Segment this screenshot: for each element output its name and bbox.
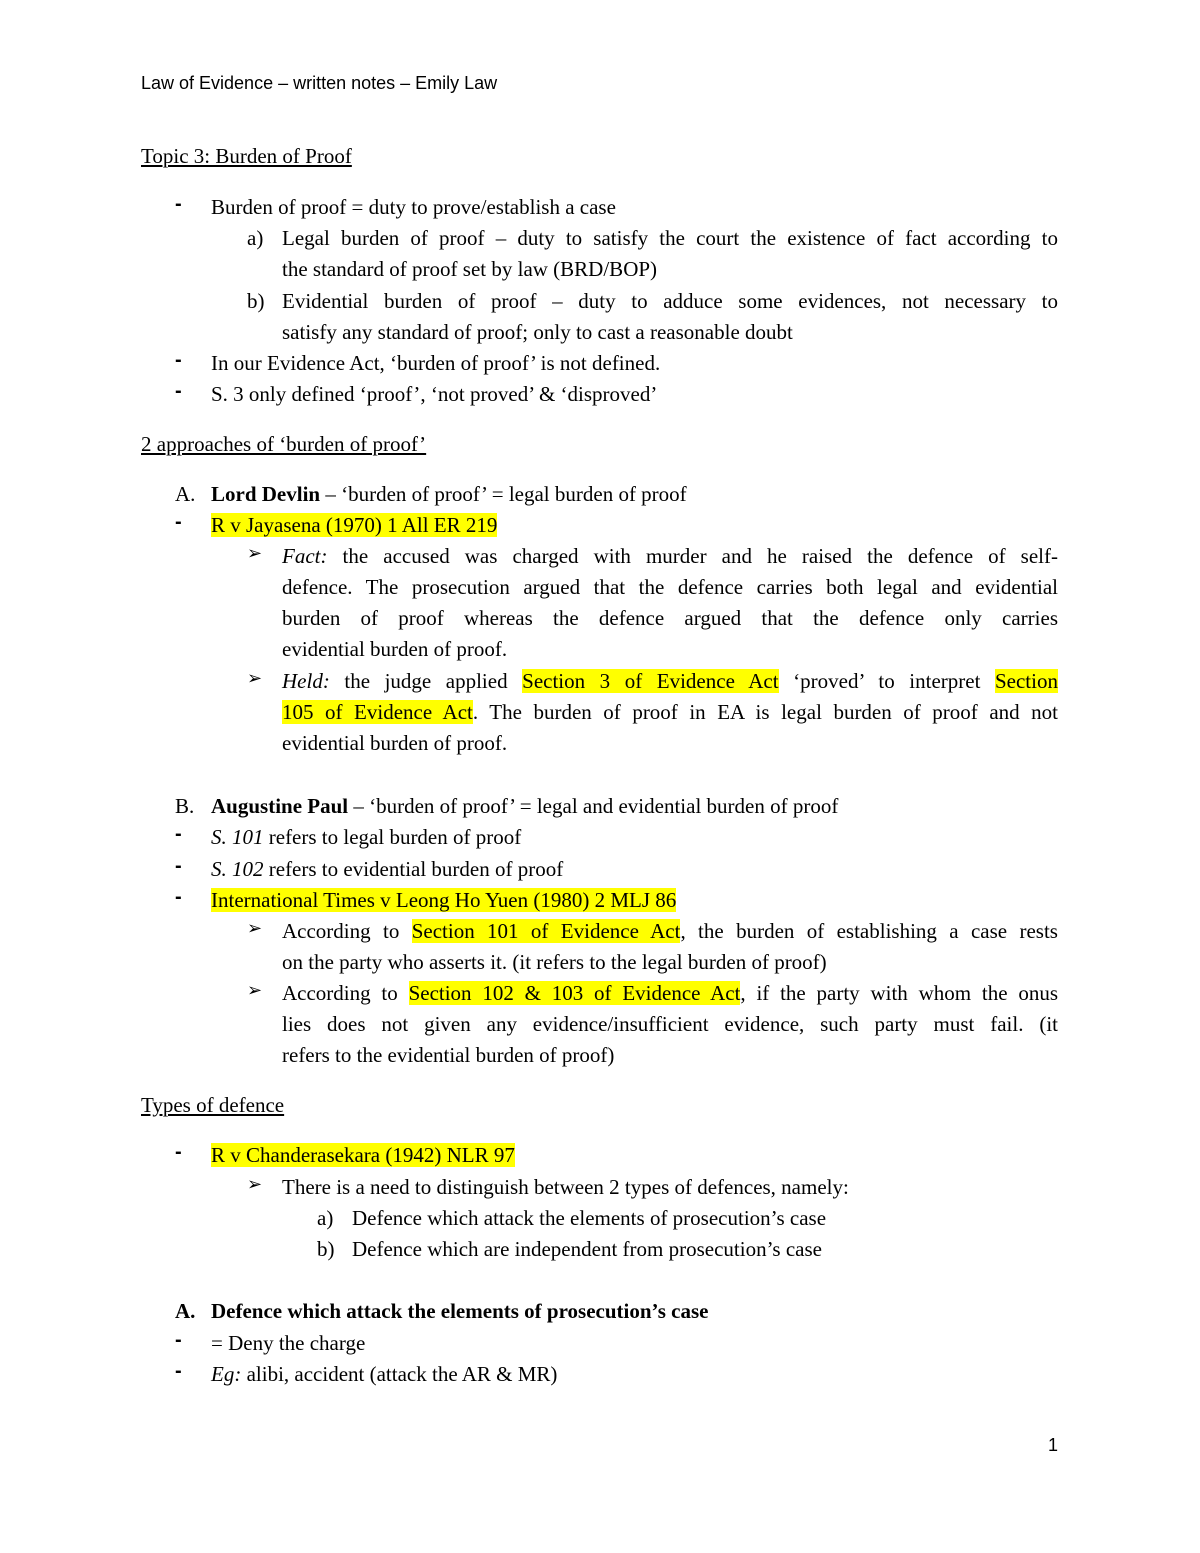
section-a-title-text: Defence which attack the elements of prosecution’s case [211,1299,709,1323]
approach-a-label: A. [175,482,196,506]
fact-line-2: defence. The prosecution argued that the defence carries both legal and evidential [282,575,1058,599]
case-highlight: International Times v Leong Ho Yuen (1980) 2 MLJ 86 [211,888,677,912]
example-label: Eg: [211,1362,242,1386]
page-number: 1 [1048,1435,1059,1455]
list-label: b) [247,289,265,313]
arrowhead-bullet-icon: ➢ [247,1174,263,1194]
held-line-1 [282,668,1058,694]
approach-a-name: Lord Devlin [211,482,321,506]
dash-bullet-icon: - [175,511,182,533]
dash-bullet-icon: - [175,349,182,371]
arrowhead-bullet-icon: ➢ [247,918,263,938]
held-text: ‘proved’ to interpret [778,669,995,693]
section-a-title [211,1298,708,1324]
fact-line-4: evidential burden of proof. [282,637,508,661]
section-highlight: Section 101 of Evidence Act [411,919,681,943]
case-highlight: R v Chanderasekara (1942) NLR 97 [211,1143,515,1167]
section-ref: S. 101 [211,825,264,849]
evidential-burden-line-1: Evidential burden of proof – duty to adduce some evidences, not necessary to [282,289,1058,313]
section-a-label [175,1298,195,1324]
approach-a-text: – ‘burden of proof’ = legal burden of proof [320,482,687,506]
held-text: . The burden of proof in EA is legal burden of proof and not [472,700,1059,724]
section-ref: S. 102 [211,857,264,881]
intro-bullet-3: S. 3 only defined ‘proof’, ‘not proved’ & ‘disproved’ [211,382,658,406]
list-label: b) [317,1237,335,1261]
case-international-times [211,887,676,913]
list-label: a) [317,1206,334,1230]
intro-bullet-1: Burden of proof = duty to prove/establish a case [211,195,616,219]
approaches-heading: 2 approaches of ‘burden of proof’ [141,432,427,456]
dash-bullet-icon: - [175,1360,182,1382]
topic-heading: Topic 3: Burden of Proof [141,144,352,168]
fact-line-3: burden of proof whereas the defence argued that the defence only carries [282,606,1058,630]
point-text: , if the party with whom the onus [740,981,1058,1005]
legal-burden-line-2: the standard of proof set by law (BRD/BOP) [282,257,658,281]
case-highlight: R v Jayasena (1970) 1 All ER 219 [211,513,498,537]
types-need: There is a need to distinguish between 2 types of defences, namely: [282,1175,849,1199]
point-text: According to [282,981,409,1005]
dash-bullet-icon: - [175,380,182,402]
s102-point-line-3: refers to the evidential burden of proof) [282,1043,615,1067]
arrowhead-bullet-icon: ➢ [247,543,263,563]
case-jayasena [211,512,497,538]
dash-bullet-icon: - [175,193,182,215]
example-text: alibi, accident (attack the AR & MR) [241,1362,558,1386]
held-line-2 [282,699,1058,725]
point-text: , the burden of establishing a case rests [680,919,1058,943]
point-text: According to [282,919,412,943]
held-line-3: evidential burden of proof. [282,731,508,755]
bullet-text: refers to legal burden of proof [263,825,522,849]
approach-b-text: – ‘burden of proof’ = legal and evidential burden of proof [348,794,839,818]
s101-point-line-2: on the party who asserts it. (it refers to the legal burden of proof) [282,950,827,974]
s102-point-line-1 [282,980,1058,1006]
dash-bullet-icon: - [175,823,182,845]
s101-bullet [211,824,521,850]
section-highlight: Section 102 & 103 of Evidence Act [408,981,741,1005]
case-chanderasekara [211,1142,515,1168]
section-a-bullet-1: = Deny the charge [211,1331,366,1355]
section-highlight: Section [994,669,1058,693]
arrowhead-bullet-icon: ➢ [247,980,263,1000]
approach-b-name: Augustine Paul [211,794,349,818]
arrowhead-bullet-icon: ➢ [247,668,263,688]
section-highlight: Section 3 of Evidence Act [522,669,779,693]
type-b-text: Defence which are independent from prosecution’s case [352,1237,822,1261]
approach-a-line [211,481,687,507]
section-highlight: 105 of Evidence Act [282,700,473,724]
fact-label: Fact: [282,544,328,568]
dash-bullet-icon: - [175,886,182,908]
list-label: a) [247,226,264,250]
section-a-letter: A. [175,1299,196,1323]
legal-burden-line-1: Legal burden of proof – duty to satisfy the court the existence of fact according to [282,226,1058,250]
held-label: Held: [282,669,330,693]
evidential-burden-line-2: satisfy any standard of proof; only to cast a reasonable doubt [282,320,793,344]
dash-bullet-icon: - [175,855,182,877]
intro-bullet-2: In our Evidence Act, ‘burden of proof’ is not defined. [211,351,661,375]
s102-bullet [211,856,563,882]
held-text: the judge applied [329,669,523,693]
s102-point-line-2: lies does not given any evidence/insufficient evidence, such party must fail. (it [282,1012,1058,1036]
types-heading: Types of defence [141,1093,285,1117]
approach-b-label: B. [175,794,195,818]
approach-b-line [211,793,838,819]
fact-line-1 [282,543,1058,569]
dash-bullet-icon: - [175,1329,182,1351]
dash-bullet-icon: - [175,1141,182,1163]
page-header: Law of Evidence – written notes – Emily Law [141,73,498,93]
s101-point-line-1 [282,918,1058,944]
type-a-text: Defence which attack the elements of prosecution’s case [352,1206,827,1230]
bullet-text: refers to evidential burden of proof [263,857,564,881]
section-a-example [211,1361,557,1387]
fact-text: the accused was charged with murder and he raised the defence of self- [327,544,1058,568]
